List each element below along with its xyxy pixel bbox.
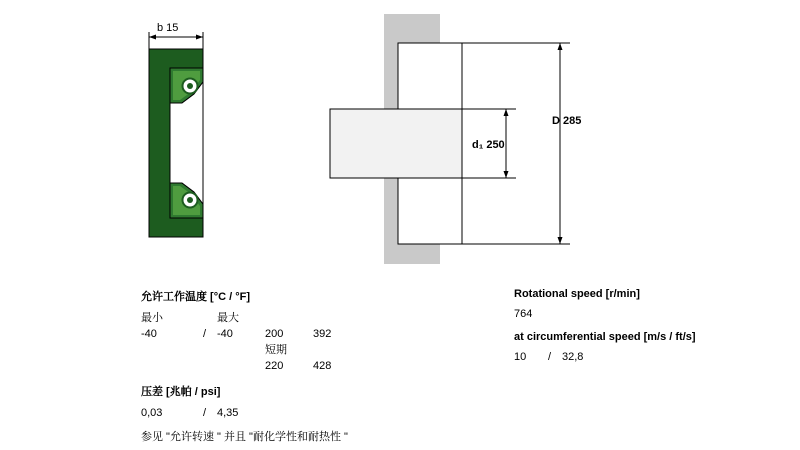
- right-block-separator: [514, 322, 784, 331]
- right-data-block: [514, 288, 784, 365]
- spacer-4: [203, 342, 217, 358]
- circumferential-speed-fts: 32,8: [562, 351, 584, 363]
- temperature-shortterm-f: 428: [313, 360, 332, 372]
- outer-diameter-label-text: D 285: [552, 115, 582, 127]
- spring-upper: [183, 79, 198, 94]
- circumferential-speed-value-row: [514, 349, 784, 365]
- block-separator-2: [141, 421, 471, 430]
- rotational-speed-title: Rotational speed [r/min]: [514, 288, 640, 300]
- temperature-shortterm-label-row: [141, 342, 471, 358]
- pressure-slash: /: [203, 407, 207, 419]
- outer-diameter-dimension-label: [552, 115, 581, 127]
- temperature-header-row: [141, 310, 471, 326]
- housing-bore-lower: [398, 178, 462, 244]
- pressure-value-row: [141, 405, 471, 421]
- rotational-speed-value-row: [514, 306, 784, 322]
- footnote-text: 参见 "允许转速 " 并且 "耐化学性和耐热性 ": [141, 431, 348, 443]
- left-data-block: [141, 288, 471, 445]
- shaft-body: [330, 109, 462, 178]
- shaft-diameter-label-text: d₁ 250: [472, 139, 505, 151]
- rotational-speed-value: 764: [514, 308, 533, 320]
- spacer-2: [287, 310, 327, 326]
- seal-width-dimension-label: [157, 22, 178, 34]
- spacer-6: [141, 358, 203, 374]
- housing-bore-upper: [398, 43, 462, 109]
- temperature-slash-1: /: [203, 328, 207, 340]
- temperature-max-header: 最大: [217, 312, 239, 324]
- width-dimension-arrow: [149, 32, 203, 49]
- temperature-title: 允许工作温度 [°C / °F]: [141, 291, 251, 303]
- temperature-min-f: -40: [217, 328, 233, 340]
- temperature-min-c: -40: [141, 328, 157, 340]
- temperature-value-row: [141, 326, 471, 342]
- circumferential-speed-slash: /: [548, 351, 552, 363]
- pressure-value-mpa: 0,03: [141, 407, 163, 419]
- pressure-value-psi: 4,35: [217, 407, 239, 419]
- temperature-min-header: 最小: [141, 312, 163, 324]
- temperature-shortterm-label: 短期: [265, 344, 287, 356]
- spring-lower: [183, 193, 198, 208]
- spacer-5: [217, 342, 265, 358]
- shaft-arrangement-drawing: [320, 8, 650, 273]
- pressure-title: 压差 [兆帕 / psi]: [141, 386, 221, 398]
- block-separator-1: [141, 374, 471, 383]
- temperature-max-c: 200: [265, 328, 284, 340]
- spacer-3: [141, 342, 203, 358]
- spacer-7: [203, 358, 217, 374]
- spacer-8: [217, 358, 265, 374]
- temperature-shortterm-value-row: [141, 358, 471, 374]
- seal-width-label-text: b 15: [157, 22, 179, 34]
- temperature-shortterm-c: 220: [265, 360, 284, 372]
- circumferential-speed-ms: 10: [514, 351, 527, 363]
- shaft-diameter-dimension-label: [472, 139, 505, 151]
- circumferential-speed-title: at circumferential speed [m/s / ft/s]: [514, 331, 696, 343]
- temperature-max-f: 392: [313, 328, 332, 340]
- spacer-1: [203, 310, 217, 326]
